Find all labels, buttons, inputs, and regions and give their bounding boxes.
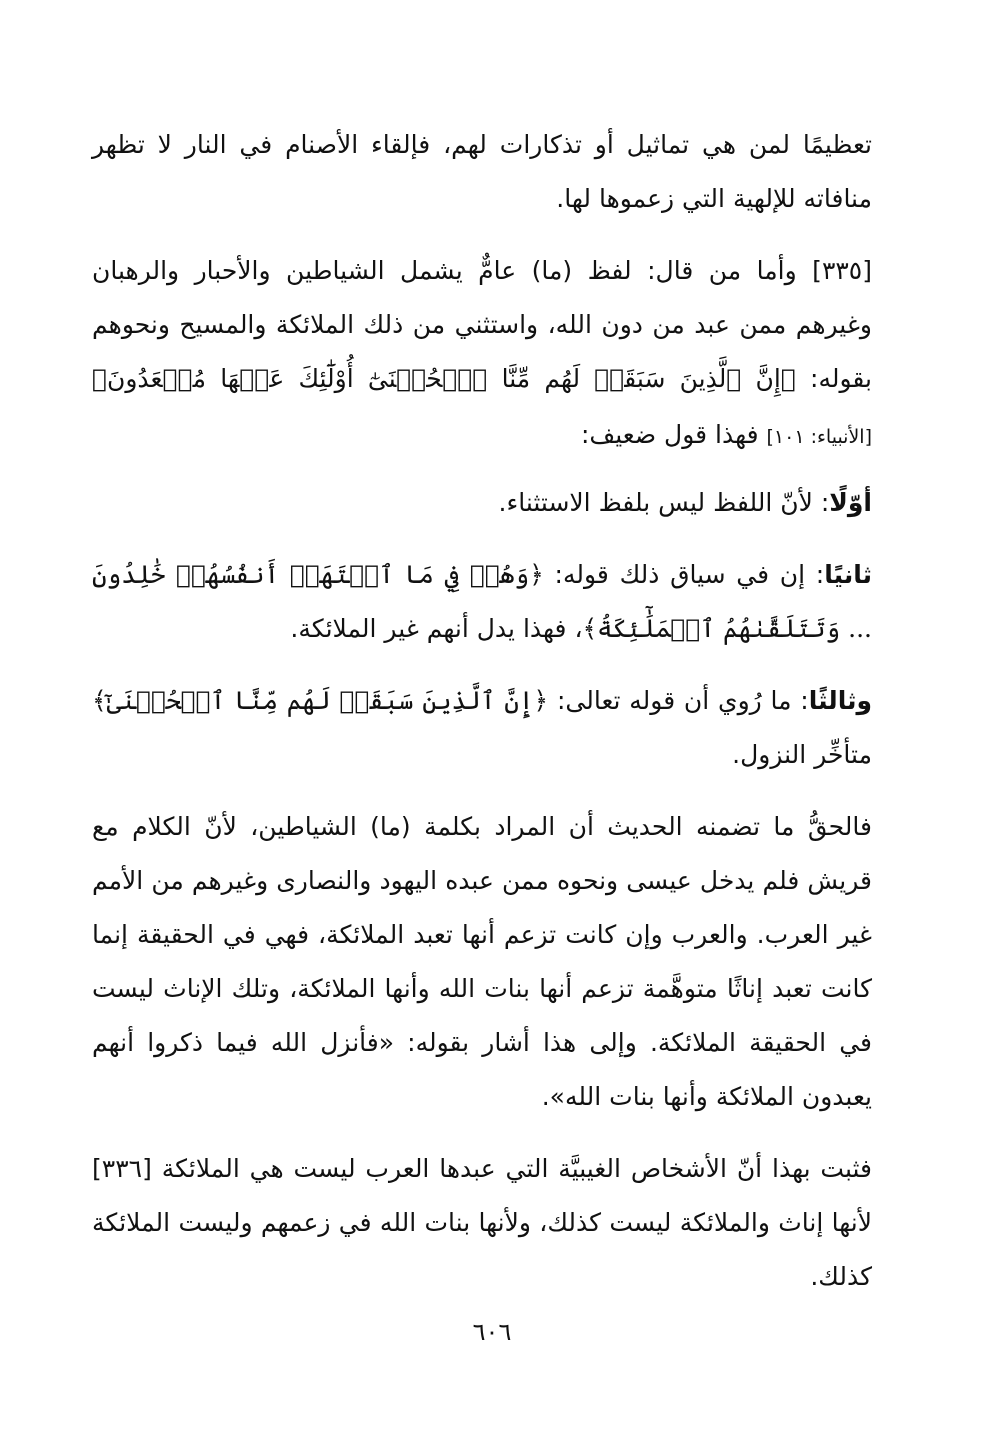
verse-reference: [الأنبياء: ١٠١] bbox=[766, 426, 872, 448]
paragraph-5-tail: متأخِّر النزول. bbox=[732, 740, 872, 769]
paragraph-3-text: : لأنّ اللفظ ليس بلفظ الاستثناء. bbox=[498, 488, 830, 517]
paragraph-4-text: : إن في سياق ذلك قوله: bbox=[543, 560, 825, 589]
quran-verse-second: ﴿وَهُمۡ فِي مَا ٱشۡتَهَتۡ أَنفُسُهُمۡ خَٰلِدُونَ ... وَتَتَلَقَّىٰهُمُ ٱلۡمَلَٰٓئِكَةُ﴾ bbox=[92, 560, 872, 643]
margin-marker-336: [٣٣٦] bbox=[92, 1154, 152, 1183]
quran-verse-anbiya-101: ﴿إِنَّ ٱلَّذِينَ سَبَقَتۡ لَهُم مِّنَّا ٱلۡحُسۡنَىٰٓ أُوْلَٰٓئِكَ عَنۡهَا مُبۡعَدُونَ﴾ bbox=[92, 364, 796, 393]
point-third-label: وثالثًا bbox=[808, 686, 873, 715]
paragraph-5-text: : ما رُوي أن قوله تعالى: bbox=[548, 686, 809, 715]
margin-marker-335: [٣٣٥] bbox=[812, 256, 872, 285]
paragraph-7-tail: لأنها إناث والملائكة ليست كذلك، ولأنها بنات الله في زعمهم وليست الملائكة كذلك. bbox=[92, 1208, 872, 1291]
paragraph-7-text: فثبت بهذا أنّ الأشخاص الغيبيَّة التي عبدها العرب ليست هي الملائكة bbox=[151, 1154, 872, 1183]
paragraph-4 bbox=[92, 548, 872, 656]
point-second-label: ثانيًا bbox=[824, 560, 872, 589]
paragraph-2-text: وأما من قال: لفظ (ما) عامٌّ يشمل الشياطين والأحبار والرهبان وغيرهم ممن عبد من دون الله، واستثني من ذلك الملائكة والمسيح ونحوهم بقوله: bbox=[92, 256, 872, 393]
quran-verse-third: ﴿إِنَّ ٱلَّذِينَ سَبَقَتۡ لَهُم مِّنَّا ٱلۡحُسۡنَىٰٓ﴾ bbox=[92, 686, 549, 715]
paragraph-6 bbox=[92, 800, 872, 1124]
paragraph-2 bbox=[92, 244, 872, 464]
page-number: ٦٠٦ bbox=[472, 1318, 512, 1346]
paragraph-1-text: تعظيمًا لمن هي تماثيل أو تذكارات لهم، فإلقاء الأصنام في النار لا تظهر منافاته للإلهية التي زعموها لها. bbox=[92, 130, 872, 213]
page-body bbox=[92, 118, 872, 1322]
paragraph-1 bbox=[92, 118, 872, 226]
paragraph-5 bbox=[92, 674, 872, 782]
point-first-label: أوّلًا bbox=[829, 488, 872, 517]
paragraph-6-text: فالحقُّ ما تضمنه الحديث أن المراد بكلمة (ما) الشياطين، لأنّ الكلام مع قريش فلم يدخل عيسى ونحوه ممن عبده اليهود والنصارى وغيرهم من الأمم غير العرب. والعرب وإن كانت تزعم أنها تعبد الملائكة، فهي في الحقيقة إنما كانت تعبد إناثًا متوهَّمة تزعم أنها بنات الله وأنها الملائكة، وتلك الإناث ليست في الحقيقة الملائكة. وإلى هذا أشار بقوله: «فأنزل الله فيما ذكروا أنهم يعبدون الملائكة وأنها بنات الله». bbox=[92, 812, 872, 1111]
paragraph-2-tail: فهذا قول ضعيف: bbox=[580, 420, 767, 449]
paragraph-7 bbox=[92, 1142, 872, 1304]
paragraph-3 bbox=[92, 476, 872, 530]
paragraph-4-tail: ، فهذا يدل أنهم غير الملائكة. bbox=[290, 614, 583, 643]
